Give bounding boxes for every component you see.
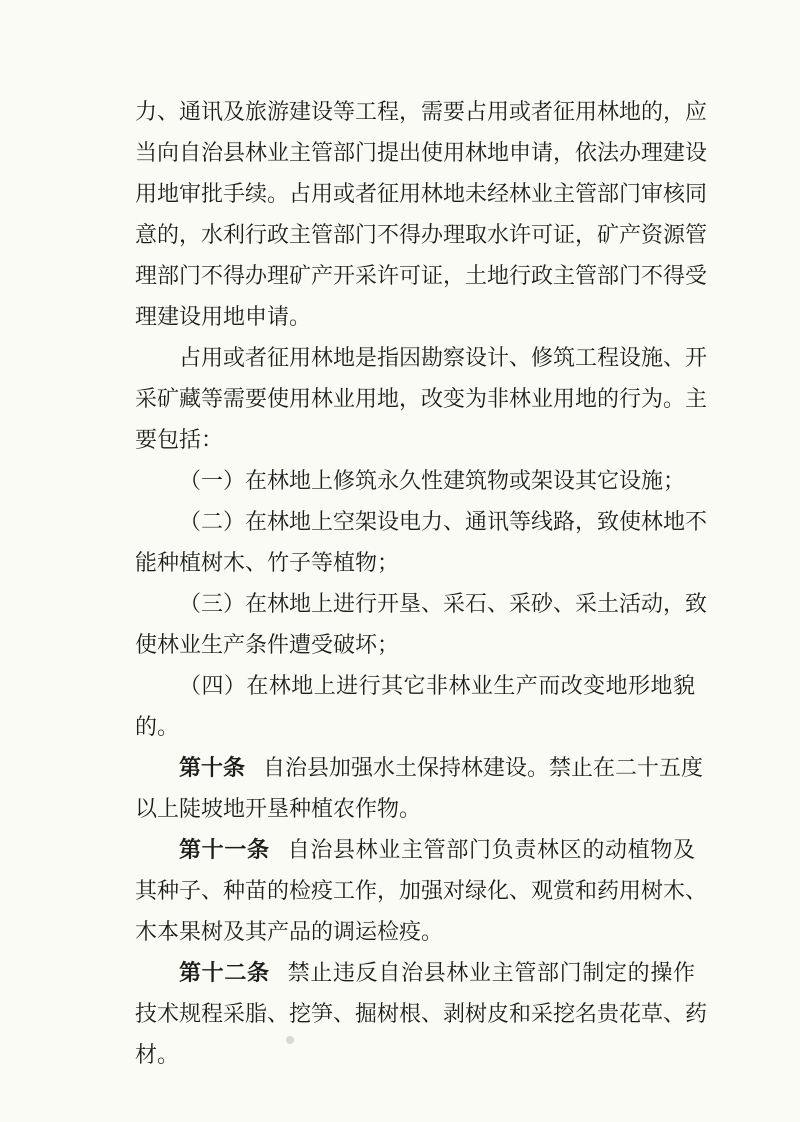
text-line: 其种子、种苗的检疫工作，加强对绿化、观赏和药用树木、: [135, 879, 708, 904]
scan-speck: [286, 1036, 294, 1044]
article-10: [135, 748, 704, 789]
article-12: [135, 953, 695, 994]
text-line: 用地审批手续。占用或者征用林地未经林业主管部门审核同: [135, 182, 708, 207]
list-item: （一）在林地上修筑永久性建筑物或架设其它设施；: [179, 469, 686, 494]
text-line: 当向自治县林业主管部门提出使用林地申请，依法办理建设: [135, 141, 708, 166]
article-11-heading: 第十一条: [179, 838, 270, 863]
text-line: 木本果树及其产品的调运检疫。: [135, 920, 444, 945]
text-line: 要包括：: [135, 428, 224, 453]
text-line: 能种植树木、竹子等植物；: [135, 551, 400, 576]
list-item: （三）在林地上进行开垦、采石、采砂、采土活动，致: [179, 592, 708, 617]
text-line: 使林业生产条件遭受破坏；: [135, 633, 400, 658]
article-10-heading: 第十条: [179, 756, 246, 781]
article-12-heading: 第十二条: [179, 961, 270, 986]
text-line: 自治县林业主管部门负责林区的动植物及: [287, 838, 695, 863]
text-line: 理部门不得办理矿产开采许可证，土地行政主管部门不得受: [135, 264, 708, 289]
text-line: 意的，水利行政主管部门不得办理取水许可证，矿产资源管: [135, 223, 708, 248]
article-11: [135, 830, 695, 871]
text-line: 禁止违反自治县林业主管部门制定的操作: [287, 961, 695, 986]
text-line: 材。: [135, 1043, 180, 1068]
document-text: [135, 92, 708, 1076]
text-line: 采矿藏等需要使用林业用地，改变为非林业用地的行为。主: [135, 387, 708, 412]
text-line: 占用或者征用林地是指因勘察设计、修筑工程设施、开: [179, 346, 708, 371]
text-line: 技术规程采脂、挖笋、掘树根、剥树皮和采挖名贵花草、药: [135, 1002, 708, 1027]
text-line: 力、通讯及旅游建设等工程，需要占用或者征用林地的，应: [135, 100, 708, 125]
text-line: 理建设用地申请。: [135, 305, 312, 330]
text-line: 自治县加强水土保持林建设。禁止在二十五度: [263, 756, 704, 781]
list-item: （二）在林地上空架设电力、通讯等线路，致使林地不: [179, 510, 708, 535]
text-line: 以上陡坡地开垦种植农作物。: [135, 797, 422, 822]
text-line: 的。: [135, 715, 180, 740]
list-item: （四）在林地上进行其它非林业生产而改变地形地貌: [179, 674, 695, 699]
